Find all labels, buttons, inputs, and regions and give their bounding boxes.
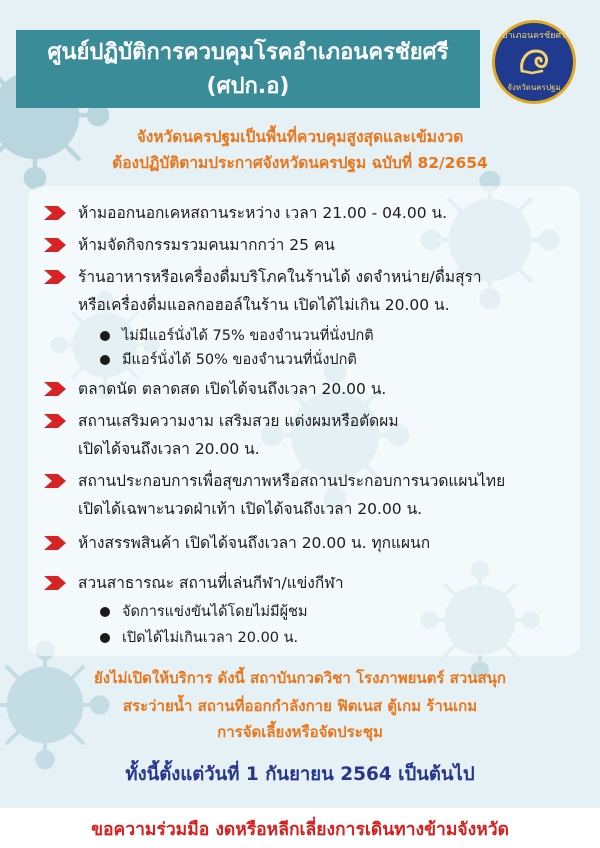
rule-text: ห้างสรรพสินค้า เปิดได้จนถึงเวลา 20.00 น. ทุกแผนก	[78, 534, 431, 552]
header-banner	[16, 30, 480, 108]
closed-notice-line3: การจัดเลี้ยงหรือจัดประชุม	[217, 723, 383, 741]
red-arrow-icon	[44, 382, 66, 396]
naga-emblem-icon	[516, 43, 552, 79]
rule-text-continued: เปิดได้จนถึงเวลา 20.00 น.	[78, 440, 260, 458]
bullet-dot-icon	[100, 633, 110, 643]
closed-notice-line2: สระว่ายน้ำ สถานที่ออกกำลังกาย ฟิตเนส ตู้เกม ร้านเกม	[122, 697, 478, 715]
page-title: ศูนย์ปฏิบัติการควบคุมโรคอำเภอนครชัยศรี	[47, 40, 449, 65]
seal-text-bottom: จังหวัดนครปฐม	[507, 83, 561, 92]
red-arrow-icon	[44, 238, 66, 252]
rule-text: สวนสาธารณะ สถานที่เล่นกีฬา/แข่งกีฬา	[78, 574, 344, 592]
seal-text-top: อำเภอนครชัยศรี	[502, 31, 566, 41]
red-arrow-icon	[44, 536, 66, 550]
bullet-dot-icon	[100, 607, 110, 617]
rule-text: ตลาดนัด ตลาดสด เปิดได้จนถึงเวลา 20.00 น.	[78, 380, 387, 398]
red-arrow-icon	[44, 474, 66, 488]
red-arrow-icon	[44, 270, 66, 284]
red-arrow-icon	[44, 414, 66, 428]
sub-bullet-text: มีแอร์นั่งได้ 50% ของจำนวนที่นั่งปกติ	[122, 352, 357, 368]
rule-text: สถานเสริมความงาม เสริมสวย แต่งผมหรือตัดผม	[78, 412, 399, 430]
district-seal	[492, 20, 576, 104]
footer-message: ขอความร่วมมือ งดหรือหลีกเลี่ยงการเดินทางข้ามจังหวัด	[91, 820, 509, 840]
rule-text: ห้ามจัดกิจกรรมรวมคนมากกว่า 25 คน	[78, 236, 335, 254]
red-arrow-icon	[44, 206, 66, 220]
effective-date: ทั้งนี้ตั้งแต่วันที่ 1 กันยายน 2564 เป็นต้นไป	[125, 764, 475, 785]
bullet-dot-icon	[100, 355, 110, 365]
sub-bullet-text: เปิดได้ไม่เกินเวลา 20.00 น.	[122, 630, 299, 646]
rule-text-continued: หรือเครื่องดื่มแอลกอฮอล์ในร้าน เปิดได้ไม่เกิน 20.00 น.	[78, 296, 450, 314]
rule-text: ร้านอาหารหรือเครื่องดื่มบริโภคในร้านได้ งดจำหน่าย/ดื่มสุรา	[78, 268, 482, 286]
rule-text: ห้ามออกนอกเคหสถานระหว่าง เวลา 21.00 - 04.00 น.	[78, 204, 448, 222]
sub-bullet-text: จัดการแข่งขันได้โดยไม่มีผู้ชม	[122, 604, 308, 620]
closed-notice-line1: ยังไม่เปิดให้บริการ ดังนี้ สถาบันกวดวิชา โรงภาพยนตร์ สวนสนุก	[93, 669, 506, 687]
red-arrow-icon	[44, 576, 66, 590]
page-title-abbr: (ศปก.อ)	[206, 74, 290, 99]
sub-bullet-text: ไม่มีแอร์นั่งได้ 75% ของจำนวนที่นั่งปกติ	[122, 328, 374, 344]
subtitle-line1: จังหวัดนครปฐมเป็นพื้นที่ควบคุมสูงสุดและเข้มงวด	[136, 128, 464, 146]
rule-text: สถานประกอบการเพื่อสุขภาพหรือสถานประกอบการนวดแผนไทย	[78, 472, 506, 490]
rule-text-continued: เปิดได้เฉพาะนวดฝ่าเท้า เปิดได้จนถึงเวลา 20.00 น.	[78, 500, 423, 518]
subtitle-line2: ต้องปฏิบัติตามประกาศจังหวัดนครปฐม ฉบับที่ 82/2654	[112, 154, 488, 172]
bullet-dot-icon	[100, 331, 110, 341]
